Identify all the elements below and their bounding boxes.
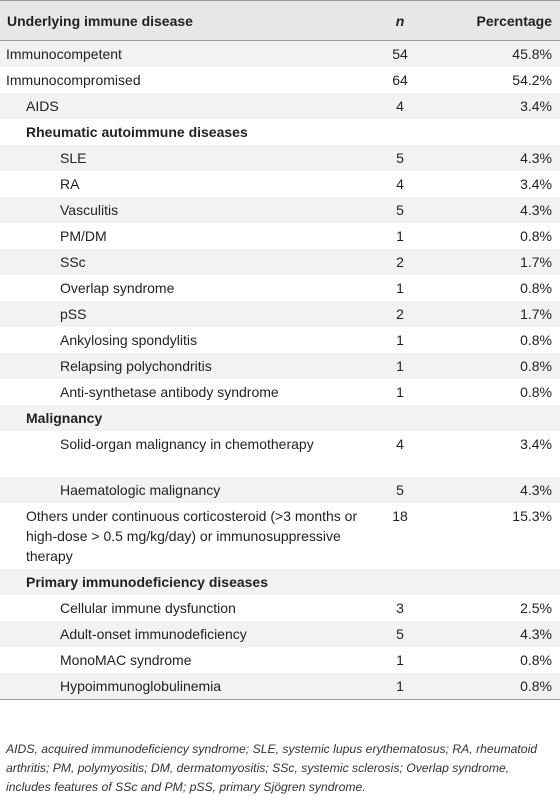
row-n-value: 4: [396, 98, 404, 114]
row-label: Anti-synthetase antibody syndrome: [60, 384, 279, 400]
row-label: Vasculitis: [60, 202, 119, 218]
row-n-value: 1: [396, 228, 404, 244]
row-label: Haematologic malignancy: [60, 482, 221, 498]
row-label: RA: [60, 176, 80, 192]
row-n-value: 54: [392, 46, 408, 62]
row-percentage-value: 3.4%: [520, 176, 552, 192]
row-percentage-value: 4.3%: [520, 626, 552, 642]
row-n-value: 18: [392, 508, 408, 524]
row-label: MonoMAC syndrome: [60, 652, 192, 668]
table-row: [0, 353, 560, 379]
table-row: [0, 249, 560, 275]
row-label: AIDS: [26, 98, 59, 114]
row-n-value: 3: [396, 600, 404, 616]
header-underlying-immune-disease: Underlying immune disease: [0, 1, 360, 41]
table-row: [0, 503, 560, 569]
table-row: [0, 431, 560, 477]
row-percentage-value: 1.7%: [520, 254, 552, 270]
row-percentage-value: 2.5%: [520, 600, 552, 616]
row-percentage-value: 15.3%: [512, 508, 552, 524]
row-n-value: 2: [396, 306, 404, 322]
row-percentage-value: 54.2%: [512, 72, 552, 88]
table-row: [0, 301, 560, 327]
table-row: [0, 197, 560, 223]
row-n-value: 4: [396, 436, 404, 452]
row-n-value: 1: [396, 280, 404, 296]
row-n-value: 64: [392, 72, 408, 88]
row-percentage-value: [440, 405, 560, 431]
table-row: [0, 275, 560, 301]
row-percentage-value: 3.4%: [520, 436, 552, 452]
table-row: [0, 327, 560, 353]
row-label: Relapsing polychondritis: [60, 358, 212, 374]
row-n-value: 2: [396, 254, 404, 270]
table-row: [0, 405, 560, 431]
table-row: [0, 379, 560, 405]
row-n-value: 5: [396, 626, 404, 642]
header-n: n: [360, 1, 440, 41]
table-row: [0, 67, 560, 93]
row-percentage-value: 1.7%: [520, 306, 552, 322]
table-row: [0, 41, 560, 68]
row-n-value: 4: [396, 176, 404, 192]
row-percentage-value: 4.3%: [520, 150, 552, 166]
row-percentage-value: 3.4%: [520, 98, 552, 114]
row-label: Ankylosing spondylitis: [60, 332, 197, 348]
row-n-value: [360, 405, 440, 431]
row-n-value: [360, 569, 440, 595]
row-n-value: [360, 119, 440, 145]
row-percentage-value: [440, 569, 560, 595]
row-percentage-value: 0.8%: [520, 384, 552, 400]
row-label: Adult-onset immunodeficiency: [60, 626, 247, 642]
table-row: [0, 171, 560, 197]
section-heading: Rheumatic autoimmune diseases: [26, 124, 248, 140]
table-row: [0, 477, 560, 503]
row-n-value: 5: [396, 482, 404, 498]
row-n-value: 1: [396, 384, 404, 400]
row-label: pSS: [60, 306, 87, 322]
row-label: Overlap syndrome: [60, 280, 175, 296]
row-label: Others under continuous corticosteroid (>3 months or high-dose > 0.5 mg/kg/day) or immunosuppressive therapy: [26, 508, 358, 564]
row-label: Hypoimmunoglobulinemia: [0, 673, 360, 700]
table-row: [0, 223, 560, 249]
row-percentage-value: 0.8%: [520, 228, 552, 244]
table-row: [0, 595, 560, 621]
row-percentage-value: 0.8%: [520, 280, 552, 296]
row-percentage-value: 0.8%: [520, 332, 552, 348]
row-label: Immunocompetent: [6, 46, 122, 62]
row-n-value: 1: [396, 332, 404, 348]
table-row: [0, 569, 560, 595]
header-percentage: Percentage: [440, 1, 560, 41]
row-percentage-value: 0.8%: [520, 652, 552, 668]
row-n-value: 1: [396, 652, 404, 668]
table-row: [0, 647, 560, 673]
row-label: PM/DM: [60, 228, 107, 244]
row-label: Cellular immune dysfunction: [60, 600, 236, 616]
row-n-value: 1: [360, 673, 440, 700]
row-percentage-value: 4.3%: [520, 482, 552, 498]
table-row: [0, 93, 560, 119]
row-n-value: 5: [396, 150, 404, 166]
row-label: SSc: [60, 254, 86, 270]
table-row: [0, 145, 560, 171]
row-percentage-value: 0.8%: [440, 673, 560, 700]
row-label: Solid-organ malignancy in chemotherapy: [60, 436, 314, 452]
table-row: [0, 621, 560, 647]
table-header-row: [0, 1, 560, 41]
row-label: Immunocompromised: [6, 72, 141, 88]
section-heading: Malignancy: [26, 410, 103, 426]
row-percentage-value: 0.8%: [520, 358, 552, 374]
row-percentage-value: [440, 119, 560, 145]
section-heading: Primary immunodeficiency diseases: [26, 574, 268, 590]
row-label: SLE: [60, 150, 87, 166]
row-percentage-value: 4.3%: [520, 202, 552, 218]
row-percentage-value: 45.8%: [512, 46, 552, 62]
row-n-value: 5: [396, 202, 404, 218]
row-n-value: 1: [396, 358, 404, 374]
table-row: [0, 119, 560, 145]
table-footnote: AIDS, acquired immunodeficiency syndrome; SLE, systemic lupus erythematosus; RA, rheumatoid arthritis; PM, polymyositis; DM, dermatomyositis; SSc, systemic sclerosis; Overlap syndrome, includes features of SSc and PM; pSS, primary Sjögren syndrome.: [6, 742, 538, 794]
table-row: [0, 673, 560, 700]
